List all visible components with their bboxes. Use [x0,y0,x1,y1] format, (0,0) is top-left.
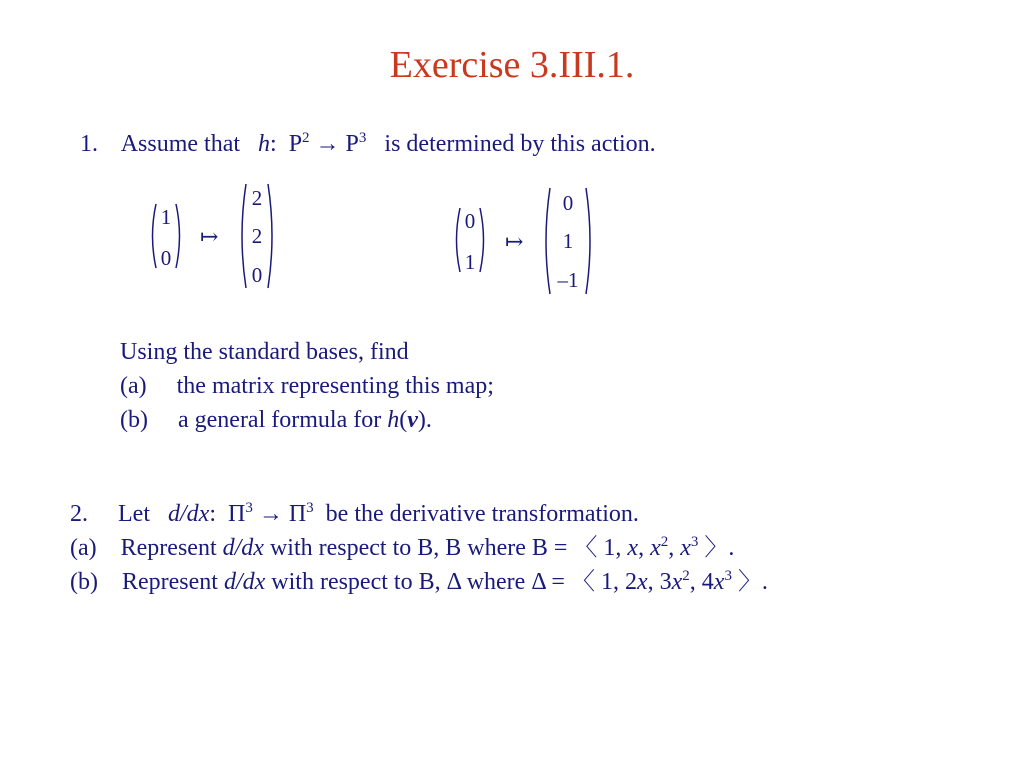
arrow: → [315,131,340,157]
exponent: 3 [245,500,253,516]
x-symbol: x [650,535,661,561]
task-1a [120,374,494,398]
exponent: 2 [660,534,669,550]
x-symbol: x [636,569,648,595]
x-symbol: x [627,535,639,561]
task-label: (b) [70,569,98,595]
v-symbol: v [407,407,418,433]
arrow: → [258,501,283,527]
comma: , [638,535,645,561]
x-symbol: x [671,569,683,595]
h-symbol: h [258,131,271,157]
task-text: a general formula for [177,407,382,433]
task-text: Represent [121,569,218,595]
mapsto-symbol: ↦ [200,224,219,249]
vector-entry: 1 [160,205,172,229]
codomain-exponent: 3 [358,130,367,146]
colon: : [209,501,216,527]
vector-entry: –1 [557,268,579,292]
vector-entry: 0 [160,246,172,270]
assume-text: Assume that [120,131,241,157]
exponent: 3 [690,534,699,550]
ddx-symbol: d/dx [222,535,264,561]
comma: , [668,535,675,561]
input-vector-2 [452,206,488,274]
P-symbol: P [345,131,359,157]
task-text: with respect to B, Δ where Δ = 〈 1, 2 [271,569,637,595]
task-label: (b) [120,407,148,433]
problem-1-statement [80,132,656,156]
exponent: 2 [682,568,690,584]
task-2b [70,570,768,594]
domain-exponent: 2 [302,130,310,146]
vector-entry: 0 [251,263,263,287]
page-title: Exercise 3.III.1. [389,44,635,86]
angle-close: 〉. [737,569,768,595]
let-text: Let [118,501,150,527]
output-vector-1 [238,182,276,290]
vector-entry: 2 [251,224,263,248]
h-symbol: h [387,407,400,433]
task-label: (a) [70,535,97,561]
task-text: the matrix representing this map; [176,373,494,399]
exponent: 3 [724,568,732,584]
exponent: 3 [306,500,314,516]
vector-entry: 0 [464,209,476,233]
close-paren: ). [417,407,432,433]
coefficient: 4 [701,569,714,595]
x-symbol: x [713,569,725,595]
vector-entry: 1 [562,229,574,253]
task-text: Represent [120,535,217,561]
task-text: with respect to B, B where B = 〈 1, [269,535,622,561]
angle-close: 〉. [704,535,735,561]
action-text: is determined by this action. [384,131,656,157]
coefficient: 3 [659,569,672,595]
task-label: (a) [120,373,147,399]
instruction-text: Using the standard bases, find [120,339,409,365]
Pi-symbol: Π [288,501,307,527]
open-paren: ( [399,407,408,433]
P-symbol: P [288,131,303,157]
comma: , [689,569,696,595]
mapsto-symbol: ↦ [505,229,524,254]
input-vector-1 [148,202,184,270]
output-vector-2 [542,186,594,296]
problem-2-statement [70,502,639,526]
ddx-symbol: d/dx [167,501,210,527]
task-1b [120,408,432,432]
vector-entry: 0 [562,191,574,215]
problem-1-number: 1. [80,131,98,157]
problem-2-number: 2. [70,501,88,527]
colon: : [270,131,277,157]
task-2a [70,536,734,560]
vector-entry: 1 [464,250,476,274]
Pi-symbol: Π [227,501,246,527]
comma: , [647,569,654,595]
derivative-text: be the derivative transformation. [325,501,639,527]
x-symbol: x [680,535,691,561]
vector-entry: 2 [251,186,263,210]
ddx-symbol: d/dx [223,569,266,595]
